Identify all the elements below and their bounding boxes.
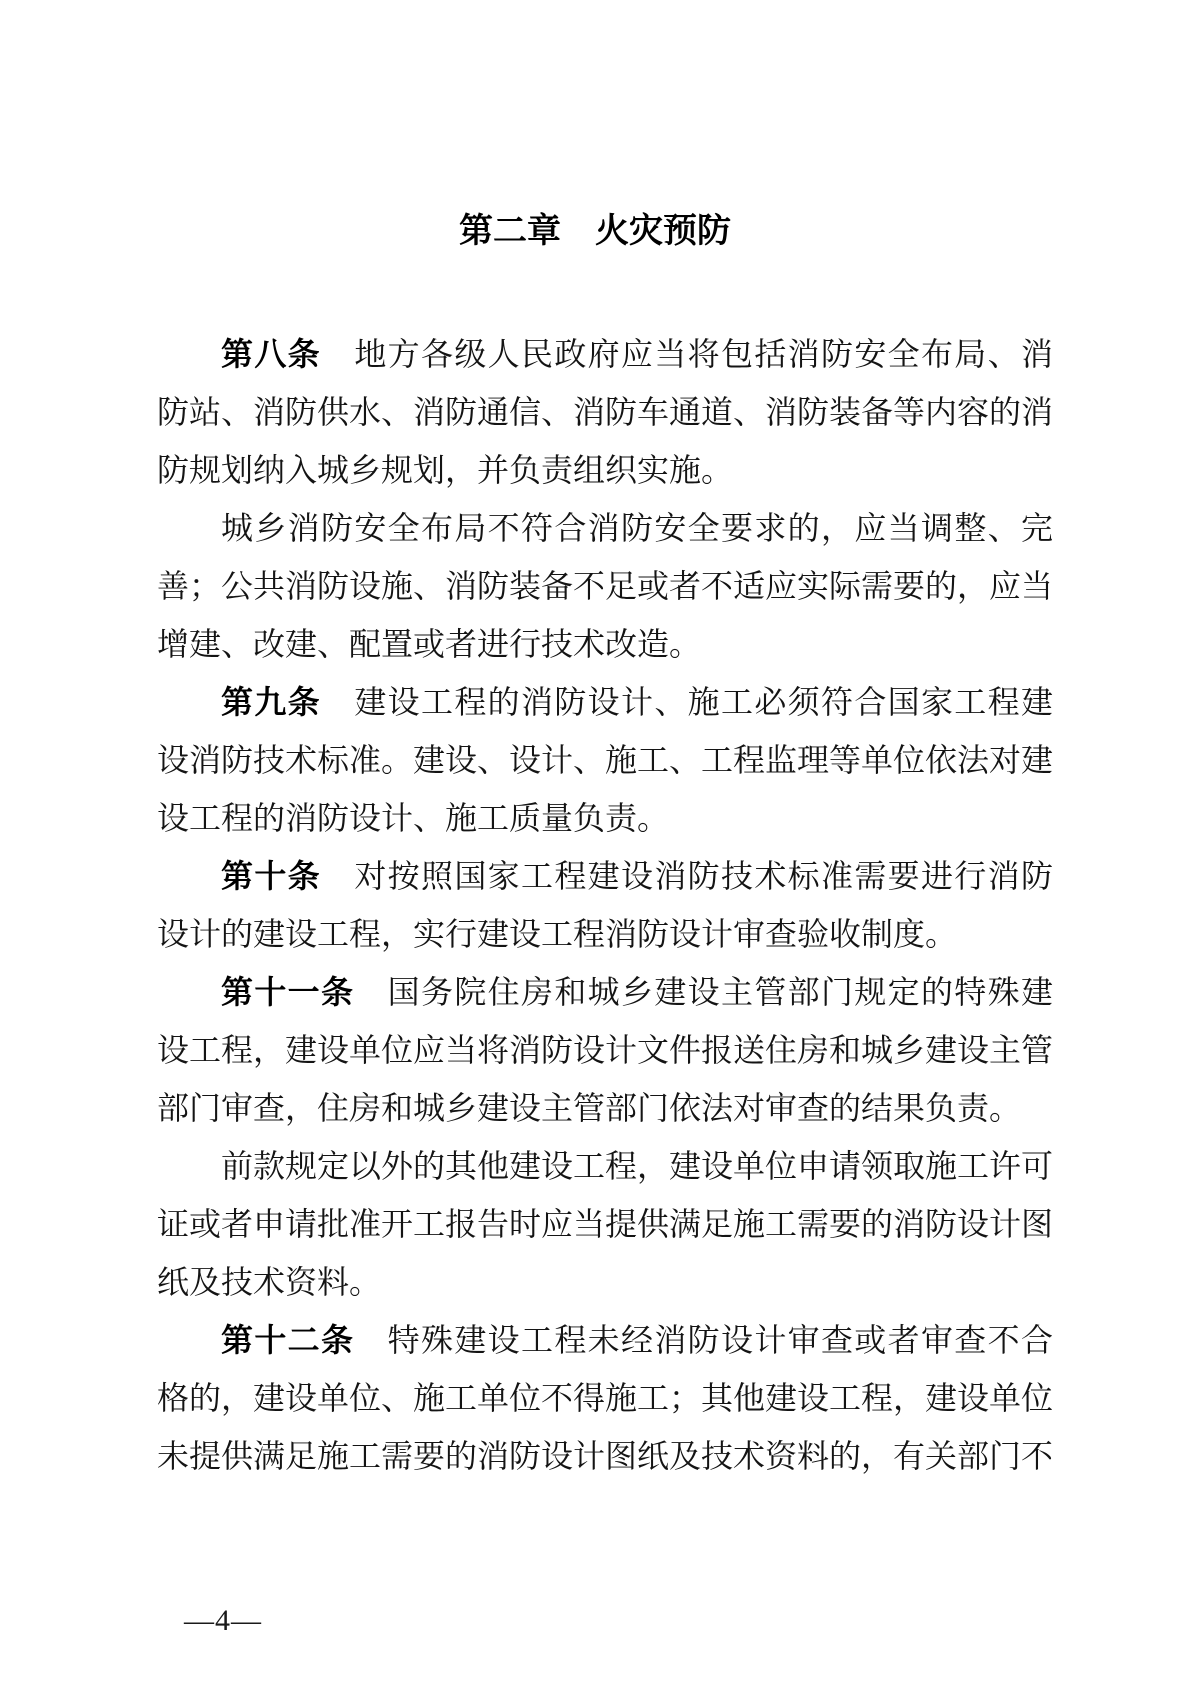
article-paragraph [157,963,1053,1137]
article-text: 建设工程的消防设计、施工必须符合国家工程建设消防技术标准。建设、设计、施工、工程监理等单位依法对建设工程的消防设计、施工质量负责。 [157,684,1054,836]
page-number: —4— [184,1604,262,1637]
article-number: 第十条 [221,858,321,894]
article-number: 第九条 [221,684,321,720]
article-text: 前款规定以外的其他建设工程，建设单位申请领取施工许可证或者申请批准开工报告时应当提供满足施工需要的消防设计图纸及技术资料。 [157,1148,1054,1300]
article-paragraph [157,673,1053,847]
article-paragraph [157,1311,1053,1485]
article-paragraph [157,325,1053,499]
article-text: 对按照国家工程建设消防技术标准需要进行消防设计的建设工程，实行建设工程消防设计审查验收制度。 [157,858,1053,952]
document-body [157,325,1053,1485]
article-paragraph [157,847,1053,963]
article-paragraph [157,499,1053,673]
article-text: 特殊建设工程未经消防设计审查或者审查不合格的，建设单位、施工单位不得施工；其他建设工程，建设单位未提供满足施工需要的消防设计图纸及技术资料的，有关部门不 [157,1322,1054,1474]
article-paragraph [157,1137,1053,1311]
article-text: 地方各级人民政府应当将包括消防安全布局、消防站、消防供水、消防通信、消防车通道、消防装备等内容的消防规划纳入城乡规划，并负责组织实施。 [157,336,1054,488]
chapter-title: 第二章 火灾预防 [459,212,731,250]
article-text: 城乡消防安全布局不符合消防安全要求的，应当调整、完善；公共消防设施、消防装备不足或者不适应实际需要的，应当增建、改建、配置或者进行技术改造。 [157,510,1054,662]
article-number: 第十一条 [221,974,355,1010]
article-text: 国务院住房和城乡建设主管部门规定的特殊建设工程，建设单位应当将消防设计文件报送住房和城乡建设主管部门审查，住房和城乡建设主管部门依法对审查的结果负责。 [157,974,1054,1126]
article-number: 第十二条 [221,1322,355,1358]
article-number: 第八条 [221,336,321,372]
